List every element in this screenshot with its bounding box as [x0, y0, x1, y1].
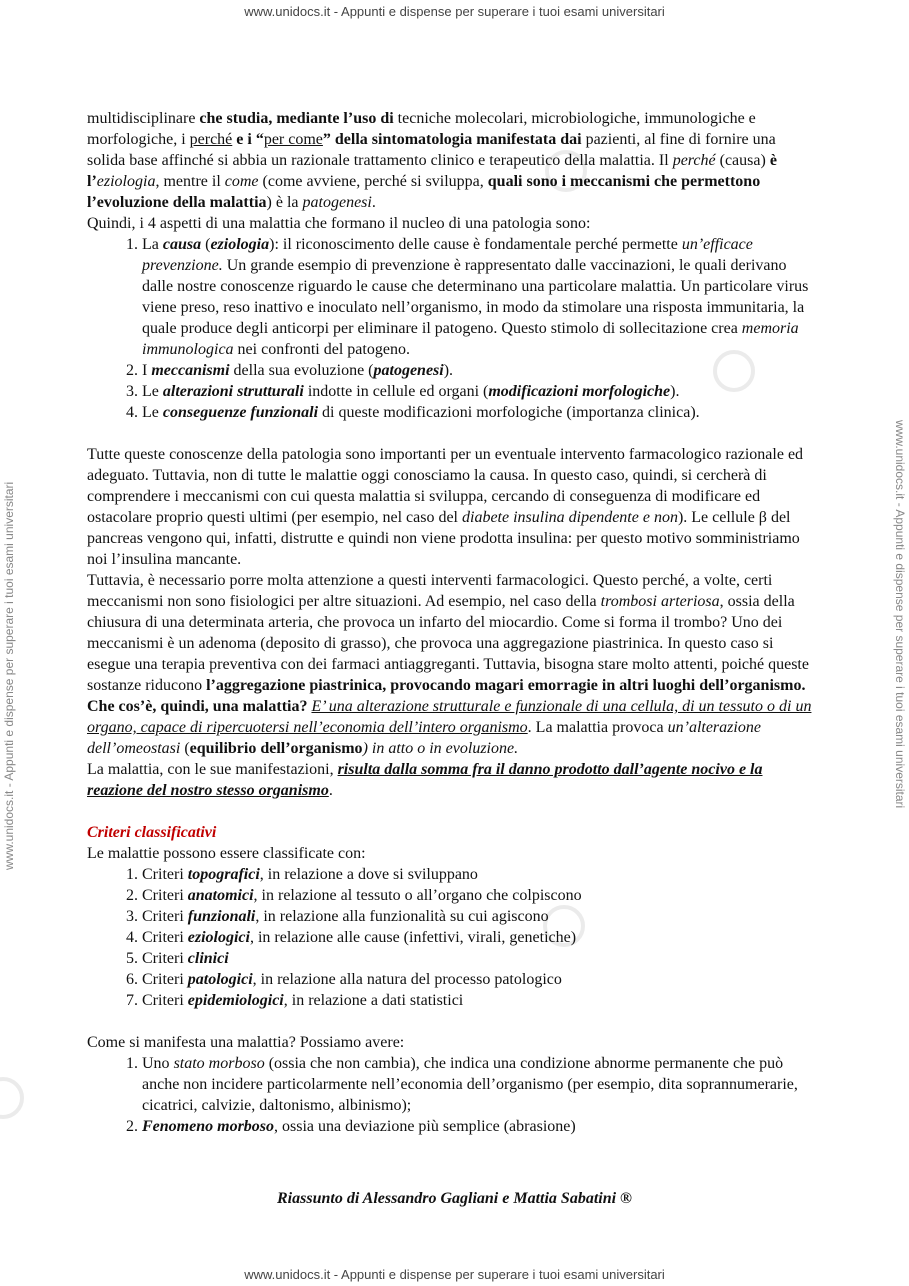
list-item: 1. Uno stato morboso (ossia che non cambia), che indica una condizione abnorme permanente che può anche non incidere particolarmente nell’economia dell’organismo (per esempio, dita soprannumerarie, cicatrici, calvizie, daltonismo, albinismo); [142, 1053, 817, 1116]
paragraph-manifest-intro: Come si manifesta una malattia? Possiamo avere: [87, 1034, 405, 1051]
paragraph-intro: multidisciplinare che studia, mediante l’uso di tecniche molecolari, microbiologiche, immunologiche e morfologiche, i perché e i “per come” della sintomatologia manifestata dai pazienti, al fine di fornire una solida base affinché si abbia un razionale trattamento clinico e terapeutico della malattia. Il perché (causa) è l’eziologia, mentre il come (come avviene, perché si sviluppa, quali sono i meccanismi che permettono l’evoluzione della malattia) è la patogenesi. [87, 110, 777, 211]
watermark-top-text: www.unidocs.it - Appunti e dispense per superare i tuoi esami universitari [244, 4, 665, 19]
criteria-item: 6. Criteri patologici, in relazione alla natura del processo patologico [142, 969, 817, 990]
watermark-logo-icon [0, 1077, 24, 1119]
paragraph-knowledge: Tutte queste conoscenze della patologia sono importanti per un eventuale intervento farmacologico razionale ed adeguato. Tuttavia, non di tutte le malattie oggi conosciamo la causa. In questo caso, quindi, si cercherà di comprendere i meccanismi con cui questa malattia si sviluppa, cercando di conseguenza di modificare ed ostacolare proprio questi ultimi (per esempio, nel caso del diabete insulina dipendente e non). Le cellule β del pancreas vengono qui, infatti, distrutte e quindi non viene prodotta insulina: per questo motivo somministriamo noi l’insulina mancante. [87, 446, 804, 568]
watermark-top [0, 4, 909, 19]
criteria-item: 2. Criteri anatomici, in relazione al tessuto o all’organo che colpiscono [142, 885, 817, 906]
criteria-item: 4. Criteri eziologici, in relazione alle cause (infettivi, virali, genetiche) [142, 927, 817, 948]
criteria-item: 3. Criteri funzionali, in relazione alla funzionalità su cui agiscono [142, 906, 817, 927]
paragraph-classification-intro: Le malattie possono essere classificate con: [87, 845, 366, 862]
criteria-item: 7. Criteri epidemiologici, in relazione a dati statistici [142, 990, 817, 1011]
watermark-bottom [0, 1267, 909, 1282]
aspects-list [87, 234, 817, 423]
list-item: 4. Le conseguenze funzionali di queste modificazioni morfologiche (importanza clinica). [142, 402, 817, 423]
paragraph-definition: Che cos’è, quindi, una malattia? E’ una alterazione strutturale e funzionale di una cellula, di un tessuto o di un organo, capace di ripercuotersi nell’economia dell’intero organismo. La malattia provoca un’alterazione dell’omeostasi (equilibrio dell’organismo) in atto o in evoluzione. [87, 698, 812, 757]
watermark-right: www.unidocs.it - Appunti e dispense per superare i tuoi esami universitari [893, 420, 907, 809]
section-title: Criteri classificativi [87, 824, 217, 841]
paragraph-aspects-intro: Quindi, i 4 aspetti di una malattia che formano il nucleo di una patologia sono: [87, 215, 591, 232]
paragraph-caution: Tuttavia, è necessario porre molta attenzione a questi interventi farmacologici. Questo perché, a volte, certi meccanismi non sono fisiologici per altre situazioni. Ad esempio, nel caso della trombosi arteriosa, ossia della chiusura di una determinata arteria, che provoca un infarto del miocardio. Come si forma il trombo? Uno dei meccanismi è un adenoma (deposito di grasso), che provoca una aggregazione piastrinica. In questo caso si esegue una terapia preventiva con dei farmaci antiaggreganti. Tuttavia, bisogna stare molto attenti, poiché queste sostanze riducono l’aggregazione piastrinica, provocando magari emorragie in altri luoghi dell’organismo. [87, 572, 809, 694]
list-item: 1. La causa (eziologia): il riconoscimento delle cause è fondamentale perché permette un’efficace prevenzione. Un grande esempio di prevenzione è rappresentato dalle vaccinazioni, le quali derivano dalle nostre conoscenze riguardo le cause che determinano una particolare malattia. Un particolare virus viene preso, reso inattivo e inoculato nell’organismo, in modo da stimolare una risposta immunitaria, la quale produce degli anticorpi per eliminare il patogeno. Questo stimolo di sollecitazione crea memoria immunologica nei confronti del patogeno. [142, 234, 817, 360]
watermark-bottom-text: www.unidocs.it - Appunti e dispense per superare i tuoi esami universitari [244, 1267, 665, 1282]
list-item: 3. Le alterazioni strutturali indotte in cellule ed organi (modificazioni morfologiche). [142, 381, 817, 402]
criteria-item: 5. Criteri clinici [142, 948, 817, 969]
criteria-list [87, 864, 817, 1011]
document-body [87, 108, 817, 1137]
criteria-item: 1. Criteri topografici, in relazione a dove si sviluppano [142, 864, 817, 885]
watermark-left: www.unidocs.it - Appunti e dispense per superare i tuoi esami universitari [2, 481, 16, 870]
list-item: 2. I meccanismi della sua evoluzione (patogenesi). [142, 360, 817, 381]
list-item: 2. Fenomeno morboso, ossia una deviazione più semplice (abrasione) [142, 1116, 817, 1137]
manifest-list [87, 1053, 817, 1137]
paragraph-manifestations: La malattia, con le sue manifestazioni, risulta dalla somma fra il danno prodotto dall’agente nocivo e la reazione del nostro stesso organismo. [87, 761, 763, 799]
footer-credits: Riassunto di Alessandro Gagliani e Mattia Sabatini ® [277, 1190, 632, 1207]
